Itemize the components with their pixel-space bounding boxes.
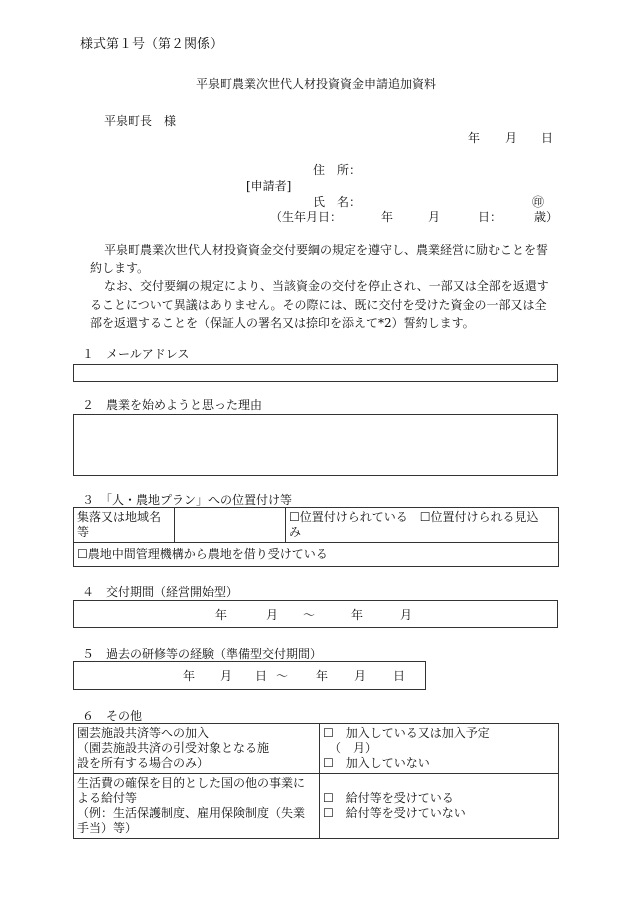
insurance-label-cell — [74, 724, 320, 774]
applicant-name-label: 氏 名： — [313, 195, 362, 209]
training-month-start: 月 — [220, 669, 233, 683]
age-label: 歳） — [534, 210, 559, 224]
benefit-option-receiving[interactable]: ☐ 給付等を受けている — [323, 791, 454, 805]
pledge-line-2: 約します。 — [90, 261, 150, 275]
area-label-cell — [74, 508, 175, 543]
grant-period-field[interactable] — [73, 600, 558, 628]
benefit-label-cell — [74, 774, 320, 839]
pledge-line-5: 部を返還することを（保証人の署名又は捺印を添えて*2）誓約します。 — [90, 316, 475, 330]
section-1-heading: １ メールアドレス — [82, 347, 190, 361]
insurance-label-line-3: 設を所有する場合のみ） — [77, 756, 210, 770]
area-label-line-2: 等 — [77, 525, 90, 539]
date-month: 月 — [505, 131, 518, 145]
training-day-start: 日 — [255, 669, 268, 683]
benefit-options-cell[interactable] — [320, 774, 559, 839]
applicant-address-label: 住 所： — [313, 163, 362, 177]
section-3-heading: ３ 「人・農地プラン」への位置付け等 — [82, 493, 293, 507]
training-year-start: 年 — [183, 669, 196, 683]
position-options-line-2: み — [289, 525, 302, 539]
plan-table — [73, 507, 559, 567]
date-day: 日 — [541, 131, 554, 145]
benefit-label-line-2: よる給付等 — [77, 791, 138, 805]
form-number: 様式第１号（第２関係） — [80, 37, 224, 52]
training-period-field[interactable] — [73, 661, 426, 690]
section-4-heading: ４ 交付期間（経営開始型） — [82, 585, 239, 599]
insurance-option-enrolled[interactable]: ☐ 加入している又は加入予定 — [323, 726, 490, 740]
birth-month: 月 — [428, 210, 441, 224]
grant-month-start: 月 — [266, 608, 279, 622]
other-table — [73, 723, 559, 839]
benefit-label-line-1: 生活費の確保を目的とした国の他の事業に — [77, 776, 306, 790]
birth-label: （生年月日： — [270, 210, 343, 224]
pledge-line-4: ることについて異議はありません。その際には、既に交付を受けた資金の一部又は全 — [90, 298, 547, 312]
training-month-end: 月 — [354, 669, 367, 683]
grant-year-end: 年 — [351, 608, 364, 622]
benefit-label-line-4: 手当）等） — [77, 821, 138, 835]
section-5-heading: ５ 過去の研修等の経験（準備型交付期間） — [82, 647, 323, 661]
page-title: 平泉町農業次世代人材投資資金申請追加資料 — [196, 77, 437, 91]
insurance-option-month: （ 月） — [323, 741, 378, 755]
section-2-heading: ２ 農業を始めようと思った理由 — [82, 398, 263, 412]
insurance-option-not-enrolled[interactable]: ☐ 加入していない — [323, 756, 430, 770]
email-field[interactable] — [73, 364, 558, 382]
applicant-label: [申請者] — [246, 179, 292, 193]
benefit-option-not-receiving[interactable]: ☐ 給付等を受けていない — [323, 806, 466, 820]
area-label-line-1: 集落又は地域名 — [77, 510, 162, 524]
lease-option-cell[interactable] — [74, 543, 559, 567]
training-tilde: ～ — [276, 669, 289, 683]
insurance-label-line-2: （園芸施設共済の引受対象となる施 — [77, 741, 270, 755]
grant-year-start: 年 — [215, 608, 228, 622]
grant-month-end: 月 — [400, 608, 413, 622]
reason-field[interactable] — [73, 414, 558, 476]
grant-tilde: ～ — [303, 608, 316, 622]
benefit-label-line-3: （例：生活保護制度、雇用保険制度（失業 — [77, 806, 306, 820]
pledge-line-3: なお、交付要綱の規定により、当該資金の交付を停止され、一部又は全部を返還す — [104, 279, 549, 293]
position-options-line-1: ☐位置付けられている ☐位置付けられる見込 — [289, 510, 539, 524]
area-name-field[interactable] — [175, 508, 286, 543]
addressee: 平泉町長 様 — [104, 114, 177, 128]
position-options-cell[interactable] — [286, 508, 559, 543]
birth-year: 年 — [381, 210, 394, 224]
date-year: 年 — [468, 131, 481, 145]
lease-option-label: ☐農地中間管理機構から農地を借り受けている — [77, 547, 328, 561]
training-year-end: 年 — [316, 669, 329, 683]
seal-mark: ㊞ — [532, 195, 545, 209]
training-day-end: 日 — [393, 669, 406, 683]
pledge-line-1: 平泉町農業次世代人材投資資金交付要綱の規定を遵守し、農業経営に励むことを誓 — [104, 243, 549, 257]
insurance-options-cell[interactable] — [320, 724, 559, 774]
insurance-label-line-1: 園芸施設共済等への加入 — [77, 726, 210, 740]
birth-day: 日： — [478, 210, 503, 224]
section-6-heading: ６ その他 — [82, 709, 143, 723]
